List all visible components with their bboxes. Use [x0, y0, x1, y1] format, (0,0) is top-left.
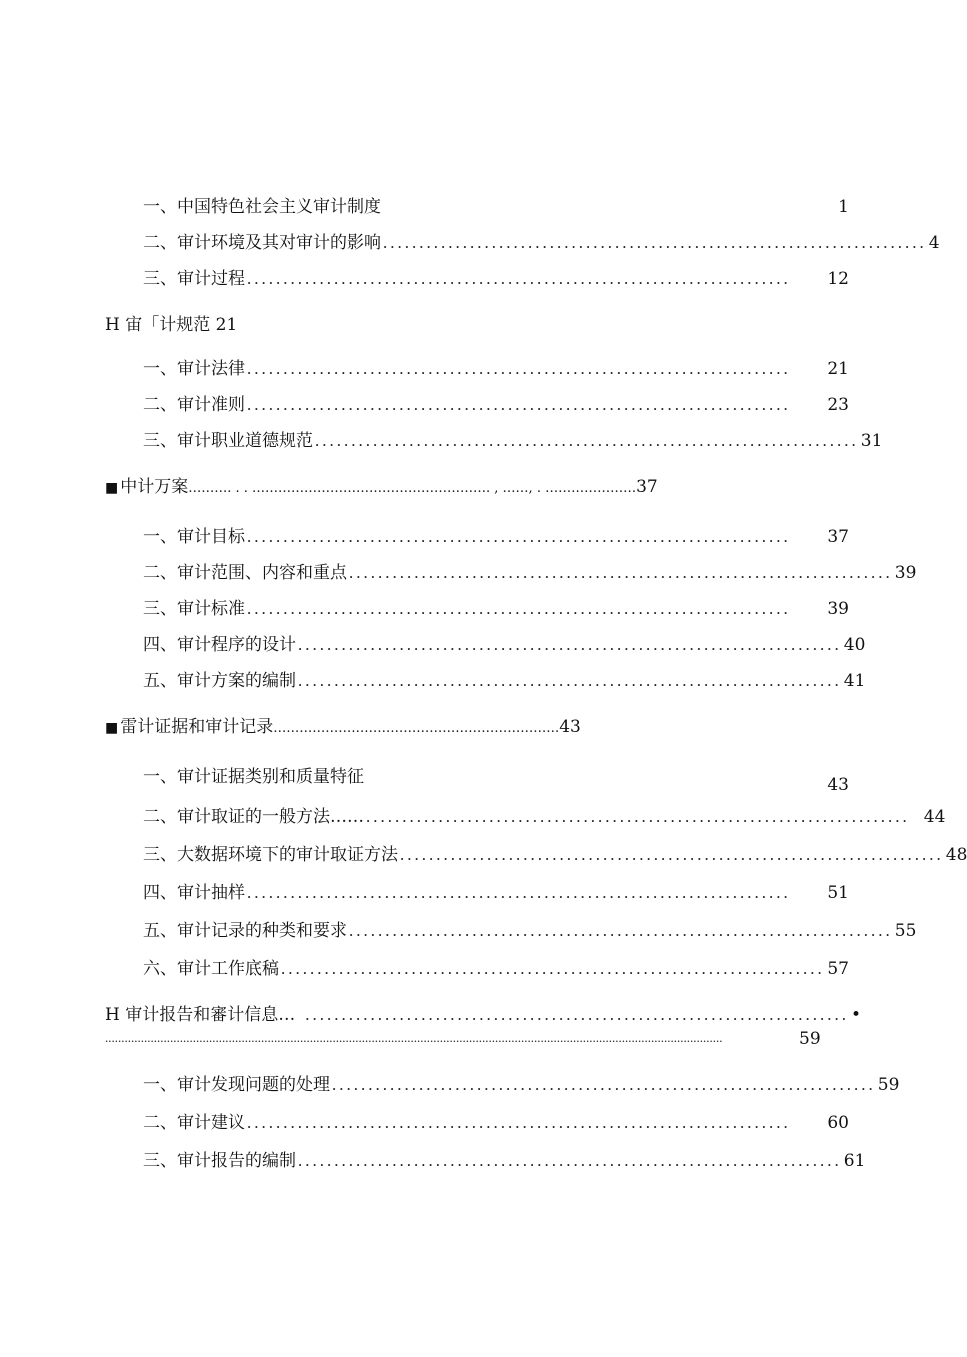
- toc-entry-label: 一、审计法律: [143, 359, 245, 379]
- chapter-page: 59: [799, 1029, 821, 1049]
- toc-entry[interactable]: [143, 843, 967, 867]
- chapter-title: 雷计证据和审计记录: [120, 717, 274, 737]
- dot-leader: ...........................................................................: [247, 395, 791, 414]
- toc-entry[interactable]: [143, 195, 849, 219]
- toc-entry-page: 48: [945, 845, 967, 865]
- toc-entry-page: 4: [928, 233, 940, 253]
- dot-leader: ...........................................................................: [298, 671, 842, 690]
- toc-chapter-heading[interactable]: [105, 475, 658, 501]
- toc-entry-label: 二、审计环境及其对审计的影响: [143, 233, 381, 253]
- toc-entry-label: 四、审计程序的设计: [143, 635, 296, 655]
- toc-entry[interactable]: [143, 429, 883, 453]
- dot-leader: ...........................................................................: [247, 883, 791, 902]
- toc-entry-label: 一、审计目标: [143, 527, 245, 547]
- chapter-page: 37: [636, 477, 658, 497]
- dot-leader: ...........................................................................: [315, 431, 859, 450]
- toc-entry[interactable]: [143, 561, 917, 585]
- dot-leader: ...........................................................................: [247, 1113, 791, 1132]
- dot-leader: ...........................................................................: [298, 1151, 842, 1170]
- toc-entry-page: 1: [838, 197, 849, 217]
- toc-entry-label: 二、审计准则: [143, 395, 245, 415]
- dot-leader: ...........................................................................: [366, 807, 910, 826]
- dot-leader: ...........................................................................: [349, 563, 893, 582]
- toc-entry[interactable]: [143, 805, 946, 829]
- toc-entry[interactable]: [143, 669, 866, 693]
- toc-entry[interactable]: [143, 633, 866, 657]
- toc-entry-page: 39: [827, 599, 849, 619]
- chapter-tail-mark: •: [850, 1005, 862, 1025]
- toc-entry[interactable]: [143, 267, 849, 291]
- toc-entry-page: 21: [827, 359, 849, 379]
- toc-entry[interactable]: [143, 393, 849, 417]
- dot-leader: ...........................................................................: [383, 233, 927, 252]
- toc-entry-page: 60: [827, 1113, 849, 1133]
- toc-entry[interactable]: [143, 525, 849, 549]
- toc-entry[interactable]: [143, 881, 849, 905]
- dot-leader: ...........................................................................: [247, 599, 791, 618]
- toc-entry-label: 三、审计职业道德规范: [143, 431, 313, 451]
- toc-entry-label: 一、审计发现问题的处理: [143, 1075, 330, 1095]
- toc-entry[interactable]: [143, 957, 849, 981]
- toc-entry-label: 五、审计记录的种类和要求: [143, 921, 347, 941]
- toc-entry-page: 57: [827, 959, 849, 979]
- dot-leader: ...........................................................................: [332, 1075, 876, 1094]
- dot-leader: ...........................................................................: [400, 845, 944, 864]
- dot-leader: ...........................................................................: [247, 269, 791, 288]
- toc-entry-label: 五、审计方案的编制: [143, 671, 296, 691]
- toc-entry-label: 四、审计抽样: [143, 883, 245, 903]
- chapter-page: 43: [559, 717, 581, 737]
- toc-entry-page: 41: [843, 671, 866, 691]
- chapter-title: H 审计报告和審计信息…: [105, 1005, 296, 1025]
- toc-entry[interactable]: [143, 231, 940, 255]
- toc-entry-page: 61: [843, 1151, 866, 1171]
- toc-entry-label: 一、中国特色社会主义审计制度: [143, 197, 381, 217]
- toc-entry-page: 31: [860, 431, 883, 451]
- toc-entry-page: 51: [827, 883, 849, 903]
- toc-entry-page: 59: [877, 1075, 900, 1095]
- toc-entry-label: 六、审计工作底稿: [143, 959, 279, 979]
- square-bullet-icon: ■: [105, 480, 119, 496]
- toc-entry[interactable]: [143, 1149, 866, 1173]
- dot-leader: ...........................................................................: [247, 527, 791, 546]
- toc-entry-page: 12: [827, 269, 849, 289]
- toc-entry-page: 43: [827, 775, 849, 795]
- square-bullet-icon: ■: [105, 720, 119, 736]
- chapter-leader: …………………………………………………………: [273, 721, 560, 736]
- toc-entry-page: 44: [923, 807, 946, 827]
- toc-entry-label: 二、审计取证的一般方法……: [143, 807, 364, 827]
- toc-entry-label: 二、审计范围、内容和重点: [143, 563, 347, 583]
- toc-entry-page: 39: [894, 563, 917, 583]
- toc-chapter-heading[interactable]: [105, 715, 581, 741]
- chapter-title: H 宙「计规范 21: [105, 315, 238, 335]
- chapter-leader-continued: ..............................................................................................................................................................................................: [105, 1030, 723, 1045]
- toc-entry[interactable]: [143, 597, 849, 621]
- toc-entry-label: 二、审计建议: [143, 1113, 245, 1133]
- chapter-leader: ………. . . ………………………………………………. , ……, . …………………: [188, 481, 637, 496]
- dot-leader: ...........................................................................: [247, 359, 791, 378]
- dot-leader: ...........................................................................: [305, 1005, 849, 1024]
- toc-entry[interactable]: [143, 1073, 900, 1097]
- toc-entry-page: 55: [894, 921, 917, 941]
- toc-chapter-heading[interactable]: [105, 1003, 862, 1027]
- dot-leader: ...........................................................................: [349, 921, 893, 940]
- toc-entry-page: 23: [827, 395, 849, 415]
- toc-entry-page: 40: [843, 635, 866, 655]
- dot-leader: ...........................................................................: [281, 959, 825, 978]
- toc-entry[interactable]: [143, 357, 849, 381]
- toc-entry[interactable]: [143, 765, 849, 795]
- toc-entry-label: 一、审计证据类别和质量特征: [143, 767, 364, 787]
- toc-chapter-heading[interactable]: [105, 313, 237, 337]
- toc-entry-page: 37: [827, 527, 849, 547]
- toc-entry-label: 三、审计报告的编制: [143, 1151, 296, 1171]
- toc-entry-label: 三、审计标准: [143, 599, 245, 619]
- toc-entry-label: 三、大数据环境下的审计取证方法: [143, 845, 398, 865]
- toc-entry[interactable]: [143, 1111, 849, 1135]
- chapter-title: 中计万案: [120, 477, 189, 497]
- dot-leader: ...........................................................................: [298, 635, 842, 654]
- toc-entry-label: 三、审计过程: [143, 269, 245, 289]
- toc-entry[interactable]: [143, 919, 917, 943]
